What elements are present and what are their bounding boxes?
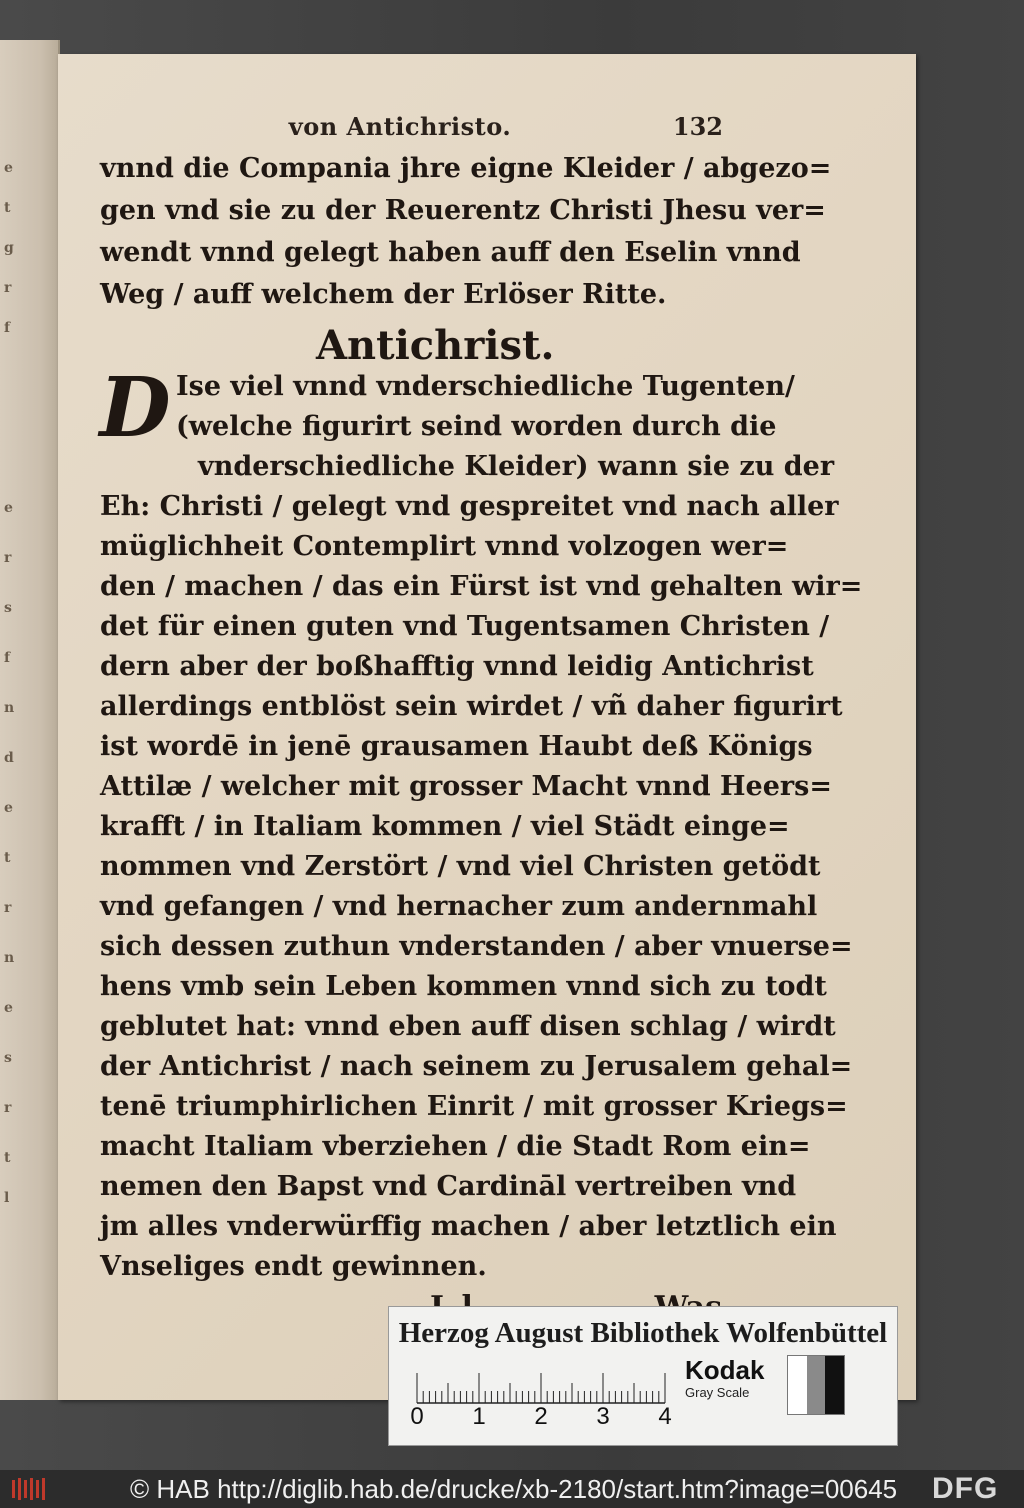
ruler-number: 2	[534, 1403, 548, 1430]
text-line: det für einen guten vnd Tugentsamen Christen /	[100, 611, 830, 642]
text-line: Vnseliges endt gewinnen.	[100, 1251, 487, 1282]
text-line: dern aber der boßhafftig vnnd leidig Antichrist	[100, 651, 814, 682]
text-line: allerdings entblöst sein wirdet / vñ daher figurirt	[100, 691, 843, 722]
edge-glyph: e	[4, 500, 13, 516]
edge-glyph: r	[4, 280, 12, 296]
library-name: Herzog August Bibliothek Wolfenbüttel	[398, 1317, 888, 1349]
hab-logo-icon	[10, 1476, 50, 1502]
dfg-logo: DFG	[932, 1472, 999, 1505]
text-line: Weg / auff welchem der Erlöser Ritte.	[100, 279, 667, 310]
text-line: macht Italiam vberziehen / die Stadt Rom ein=	[100, 1131, 811, 1162]
edge-glyph: e	[4, 160, 13, 176]
swatch-black	[825, 1356, 844, 1414]
edge-glyph: s	[4, 1050, 12, 1066]
ruler-scale	[411, 1359, 671, 1405]
footer-bar	[0, 1470, 1024, 1508]
book-page	[58, 54, 916, 1400]
library-label-card	[388, 1306, 898, 1446]
page-number: 132	[672, 112, 723, 141]
edge-glyph: s	[4, 600, 12, 616]
text-line: müglichheit Contemplirt vnnd volzogen wer=	[100, 531, 789, 562]
ruler-number: 3	[596, 1403, 610, 1430]
edge-glyph: r	[4, 550, 12, 566]
text-line: nommen vnd Zerstört / vnd viel Christen getödt	[100, 851, 821, 882]
edge-glyph: r	[4, 900, 12, 916]
text-line: wendt vnnd gelegt haben auff den Eselin vnnd	[100, 237, 801, 268]
text-line: geblutet hat: vnnd eben auff disen schlag / wirdt	[100, 1011, 836, 1042]
text-line: vnnd die Compania jhre eigne Kleider / abgezo=	[100, 153, 832, 184]
text-line: tenē triumphirlichen Einrit / mit grosser Kriegs=	[100, 1091, 848, 1122]
section-heading: Antichrist.	[316, 322, 555, 369]
text-line: der Antichrist / nach seinem zu Jerusalem gehal=	[100, 1051, 853, 1082]
text-line: Attilæ / welcher mit grosser Macht vnnd Heers=	[100, 771, 832, 802]
edge-glyph: t	[4, 1150, 11, 1166]
edge-glyph: d	[4, 750, 14, 766]
ruler-number: 1	[472, 1403, 486, 1430]
text-line: gen vnd sie zu der Reuerentz Christi Jhesu ver=	[100, 195, 826, 226]
ruler-number: 0	[410, 1403, 424, 1430]
running-head: von Antichristo.	[288, 112, 512, 141]
edge-glyph: l	[4, 1190, 10, 1206]
swatch-gray	[807, 1356, 826, 1414]
edge-glyph: r	[4, 1100, 12, 1116]
edge-glyph: t	[4, 850, 11, 866]
edge-glyph: f	[4, 320, 11, 336]
text-line: jm alles vnderwürffig machen / aber letztlich ein	[100, 1211, 837, 1242]
text-line: vnderschiedliche Kleider) wann sie zu der	[198, 451, 835, 482]
edge-glyph: e	[4, 1000, 13, 1016]
ruler-number: 4	[658, 1403, 672, 1430]
edge-glyph: e	[4, 800, 13, 816]
text-line: Ise viel vnnd vnderschiedliche Tugenten/	[176, 371, 795, 402]
kodak-brand: Kodak	[685, 1355, 765, 1385]
edge-glyph: t	[4, 200, 11, 216]
text-line: hens vmb sein Leben kommen vnnd sich zu todt	[100, 971, 827, 1002]
copyright-url: © HAB http://diglib.hab.de/drucke/xb-2180/start.htm?image=00645	[130, 1474, 898, 1504]
text-line: ist wordē in jenē grausamen Haubt deß Königs	[100, 731, 813, 762]
edge-glyph: n	[4, 700, 15, 716]
previous-page-edge	[0, 40, 60, 1400]
decorated-initial: D	[99, 360, 171, 456]
edge-glyph: f	[4, 650, 11, 666]
gray-scale-text: Gray Scale	[685, 1385, 750, 1400]
edge-glyph: g	[4, 240, 14, 256]
text-line: krafft / in Italiam kommen / viel Städt einge=	[100, 811, 790, 842]
text-line: sich dessen zuthun vnderstanden / aber vnuerse=	[100, 931, 853, 962]
edge-glyph: n	[4, 950, 15, 966]
text-line: (welche figurirt seind worden durch die	[176, 411, 777, 442]
text-line: vnd gefangen / vnd hernacher zum andernmahl	[100, 891, 818, 922]
text-line: den / machen / das ein Fürst ist vnd gehalten wir=	[100, 571, 863, 602]
swatch-white	[788, 1356, 807, 1414]
text-line: nemen den Bapst vnd Cardināl vertreiben vnd	[100, 1171, 797, 1202]
gray-scale-swatch	[787, 1355, 845, 1415]
text-line: Eh: Christi / gelegt vnd gespreitet vnd nach aller	[100, 491, 839, 522]
